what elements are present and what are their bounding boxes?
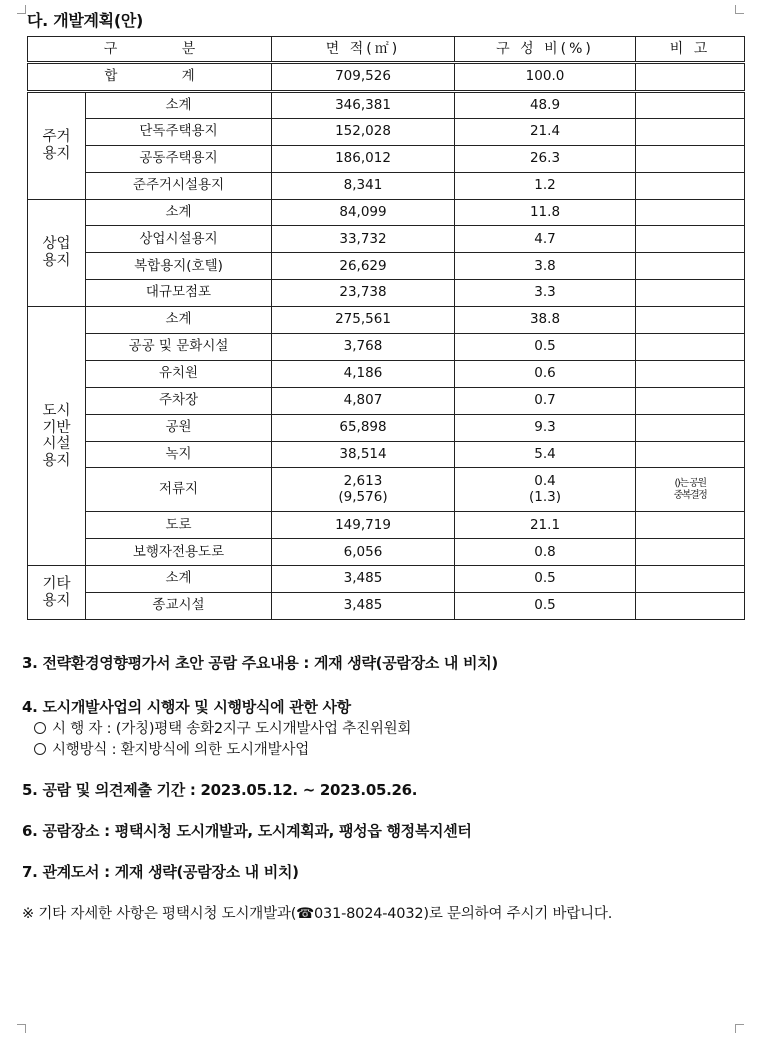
row-remark xyxy=(636,566,745,593)
row-ratio: 21.1 xyxy=(455,512,636,539)
row-ratio: 11.8 xyxy=(455,199,636,226)
group-residential: 주거 용지 xyxy=(28,92,86,200)
total-label: 합 계 xyxy=(28,63,272,92)
row-ratio: 21.4 xyxy=(455,118,636,145)
contact-note: ※ 기타 자세한 사항은 평택시청 도시개발과(☎031-8024-4032)로 문의하여 주시기 바랍니다. xyxy=(22,906,613,922)
row-ratio: 0.5 xyxy=(455,334,636,361)
total-area: 709,526 xyxy=(272,63,455,92)
row-label: 대규모점포 xyxy=(86,280,272,307)
section-4-item-executor: 시 행 자 : (가칭)평택 송화2지구 도시개발사업 추진위원회 xyxy=(34,717,411,738)
row-label: 공동주택용지 xyxy=(86,145,272,172)
row-area: 152,028 xyxy=(272,118,455,145)
page-corner-mark xyxy=(17,1024,26,1033)
table-row xyxy=(28,387,745,414)
row-area: 2,613 (9,576) xyxy=(272,468,455,512)
section-4-heading: 4. 도시개발사업의 시행자 및 시행방식에 관한 사항 xyxy=(22,698,351,716)
row-area: 8,341 xyxy=(272,172,455,199)
table-row xyxy=(28,414,745,441)
section-6-heading: 6. 공람장소 : 평택시청 도시개발과, 도시계획과, 팽성읍 행정복지센터 xyxy=(22,822,472,840)
row-label: 종교시설 xyxy=(86,593,272,620)
row-label: 유치원 xyxy=(86,360,272,387)
row-area: 186,012 xyxy=(272,145,455,172)
header-ratio: 구 성 비(%) xyxy=(455,37,636,63)
table-row xyxy=(28,253,745,280)
row-area: 23,738 xyxy=(272,280,455,307)
group-infrastructure: 도시 기반 시설 용지 xyxy=(28,307,86,566)
circle-bullet-icon xyxy=(34,722,46,734)
row-remark xyxy=(636,226,745,253)
section-4-item-method: 시행방식 : 환지방식에 의한 도시개발사업 xyxy=(34,738,309,759)
row-remark: ()는 공원 중복결정 xyxy=(636,468,745,512)
table-row xyxy=(28,118,745,145)
row-remark xyxy=(636,539,745,566)
row-ratio: 4.7 xyxy=(455,226,636,253)
row-label: 저류지 xyxy=(86,468,272,512)
table-row xyxy=(28,199,745,226)
row-ratio: 38.8 xyxy=(455,307,636,334)
table-row xyxy=(28,360,745,387)
group-other: 기타 용지 xyxy=(28,566,86,620)
table-row xyxy=(28,307,745,334)
row-ratio: 0.6 xyxy=(455,360,636,387)
table-row xyxy=(28,92,745,119)
row-area: 4,807 xyxy=(272,387,455,414)
header-area: 면 적(㎡) xyxy=(272,37,455,63)
row-area: 26,629 xyxy=(272,253,455,280)
row-area: 3,485 xyxy=(272,593,455,620)
row-label: 공원 xyxy=(86,414,272,441)
row-area: 33,732 xyxy=(272,226,455,253)
row-ratio: 48.9 xyxy=(455,92,636,119)
page-corner-mark xyxy=(17,5,26,14)
row-ratio: 5.4 xyxy=(455,441,636,468)
row-label: 보행자전용도로 xyxy=(86,539,272,566)
row-ratio: 9.3 xyxy=(455,414,636,441)
row-label: 소계 xyxy=(86,199,272,226)
row-remark xyxy=(636,360,745,387)
row-label: 소계 xyxy=(86,566,272,593)
row-remark xyxy=(636,414,745,441)
table-row xyxy=(28,539,745,566)
section-3-heading: 3. 전략환경영향평가서 초안 공람 주요내용 : 게재 생략(공람장소 내 비치) xyxy=(22,654,498,672)
section-5-heading: 5. 공람 및 의견제출 기간 : 2023.05.12. ~ 2023.05.26. xyxy=(22,781,418,799)
row-area: 3,768 xyxy=(272,334,455,361)
row-area: 6,056 xyxy=(272,539,455,566)
row-label: 준주거시설용지 xyxy=(86,172,272,199)
row-remark xyxy=(636,512,745,539)
row-area: 65,898 xyxy=(272,414,455,441)
row-label: 공공 및 문화시설 xyxy=(86,334,272,361)
total-row xyxy=(28,63,745,92)
table-row xyxy=(28,226,745,253)
row-area: 4,186 xyxy=(272,360,455,387)
row-remark xyxy=(636,280,745,307)
row-label: 녹지 xyxy=(86,441,272,468)
row-remark xyxy=(636,441,745,468)
row-label: 상업시설용지 xyxy=(86,226,272,253)
section-7-heading: 7. 관계도서 : 게재 생략(공람장소 내 비치) xyxy=(22,863,299,881)
row-label: 복합용지(호텔) xyxy=(86,253,272,280)
row-area: 38,514 xyxy=(272,441,455,468)
row-label: 도로 xyxy=(86,512,272,539)
row-ratio: 0.5 xyxy=(455,593,636,620)
row-label: 주차장 xyxy=(86,387,272,414)
row-area: 3,485 xyxy=(272,566,455,593)
table-row xyxy=(28,593,745,620)
table-row xyxy=(28,512,745,539)
table-row xyxy=(28,441,745,468)
row-remark xyxy=(636,334,745,361)
header-category: 구 분 xyxy=(28,37,272,63)
row-ratio: 0.4 (1.3) xyxy=(455,468,636,512)
table-row xyxy=(28,145,745,172)
row-ratio: 1.2 xyxy=(455,172,636,199)
row-area: 149,719 xyxy=(272,512,455,539)
circle-bullet-icon xyxy=(34,743,46,755)
row-ratio: 0.8 xyxy=(455,539,636,566)
row-remark xyxy=(636,172,745,199)
table-row xyxy=(28,280,745,307)
row-remark xyxy=(636,92,745,119)
row-ratio: 0.5 xyxy=(455,566,636,593)
table-header-row xyxy=(28,37,745,63)
row-area: 346,381 xyxy=(272,92,455,119)
group-commercial: 상업 용지 xyxy=(28,199,86,307)
page-corner-mark xyxy=(735,5,744,14)
row-remark xyxy=(636,118,745,145)
row-ratio: 3.3 xyxy=(455,280,636,307)
row-area: 275,561 xyxy=(272,307,455,334)
row-remark xyxy=(636,307,745,334)
row-ratio: 26.3 xyxy=(455,145,636,172)
table-row xyxy=(28,468,745,512)
row-label: 소계 xyxy=(86,307,272,334)
row-remark xyxy=(636,593,745,620)
page-corner-mark xyxy=(735,1024,744,1033)
row-ratio: 3.8 xyxy=(455,253,636,280)
header-remark: 비 고 xyxy=(636,37,745,63)
table-row xyxy=(28,334,745,361)
table-row xyxy=(28,172,745,199)
row-label: 소계 xyxy=(86,92,272,119)
row-remark xyxy=(636,253,745,280)
row-label: 단독주택용지 xyxy=(86,118,272,145)
total-remark xyxy=(636,63,745,92)
row-remark xyxy=(636,387,745,414)
row-remark xyxy=(636,199,745,226)
row-remark xyxy=(636,145,745,172)
row-area: 84,099 xyxy=(272,199,455,226)
section-title: 다. 개발계획(안) xyxy=(27,11,144,30)
development-plan-table xyxy=(27,36,745,620)
table-row xyxy=(28,566,745,593)
total-ratio: 100.0 xyxy=(455,63,636,92)
row-ratio: 0.7 xyxy=(455,387,636,414)
